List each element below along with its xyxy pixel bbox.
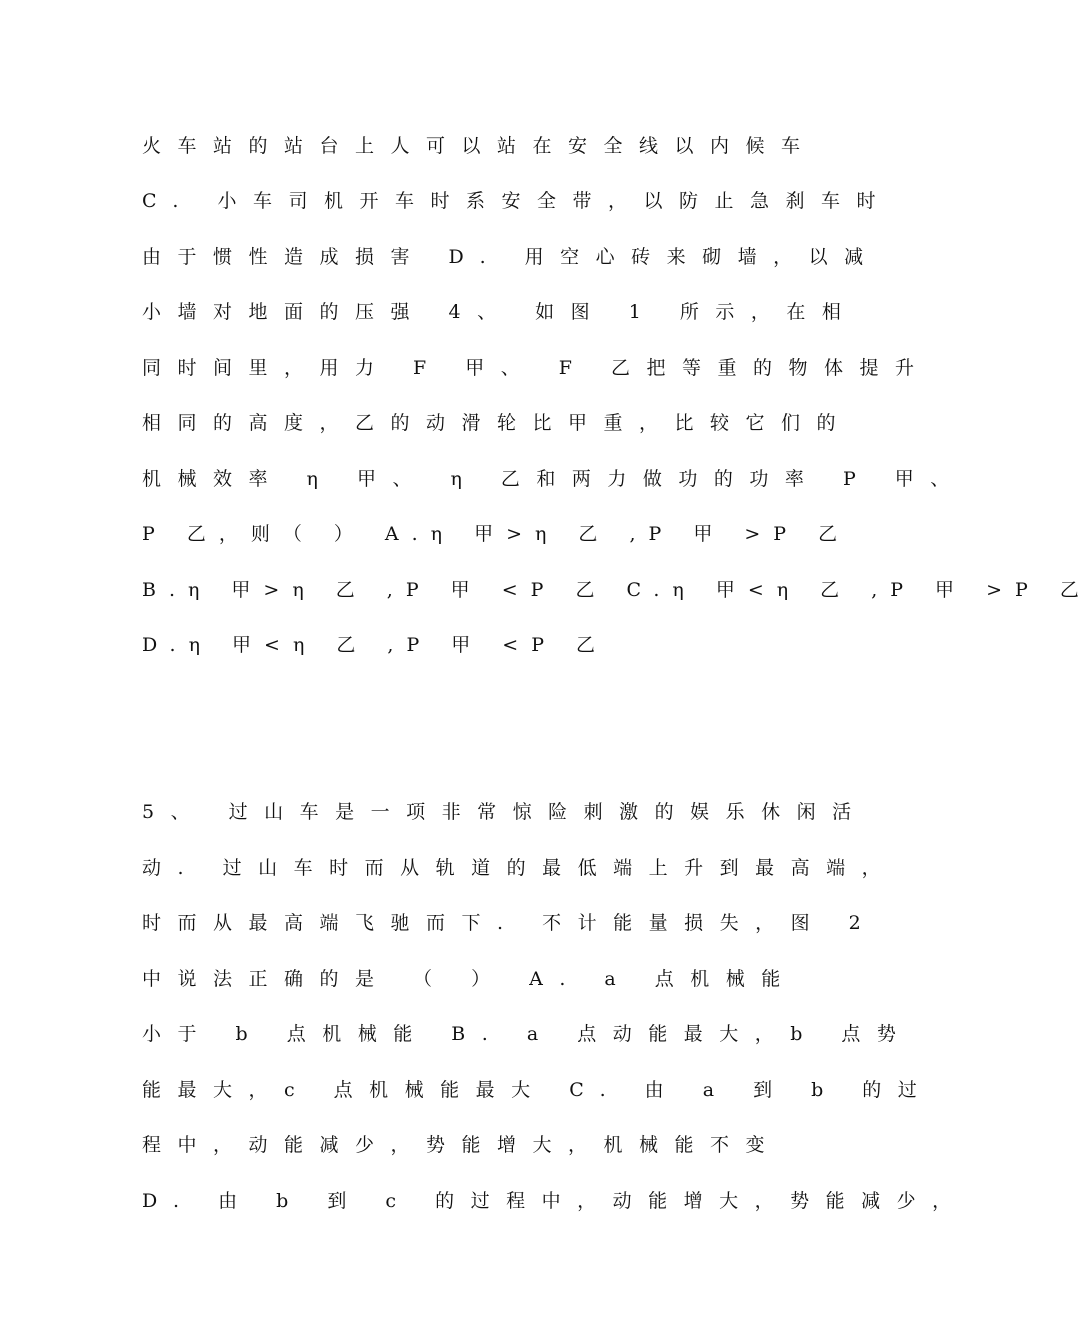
text-line: P 乙，则（ ） A.η 甲>η 乙 ,P 甲 >P 乙 (142, 523, 851, 545)
text-line: 小墙对地面的压强 4、 如图 1 所示，在相 (142, 301, 858, 323)
text-line: 动. 过山车时而从轨道的最低端上升到最高端， (142, 857, 898, 879)
text-line: D.η 甲<η 乙 ,P 甲 <P 乙 (142, 634, 609, 656)
text-line: 5、 过山车是一项非常惊险刺激的娱乐休闲活 (142, 801, 868, 823)
text-line: 小于 b 点机械能 B. a 点动能最大，b 点势 (142, 1023, 913, 1045)
text-line: 中说法正确的是 （ ） A. a 点机械能 (142, 968, 797, 990)
text-line: 相同的高度，乙的动滑轮比甲重，比较它们的 (142, 412, 853, 434)
text-line: 能最大，c 点机械能最大 C. 由 a 到 b 的过 (142, 1079, 934, 1101)
text-line: B.η 甲>η 乙 ,P 甲 <P 乙 C.η 甲<η 乙 ,P 甲 >P 乙 (142, 579, 1092, 601)
text-line: 同时间里，用力 F 甲、 F 乙把等重的物体提升 (142, 357, 931, 379)
text-line: 火车站的站台上人可以站在安全线以内候车 (142, 135, 817, 157)
text-line: 机械效率 η 甲、 η 乙和两力做功的功率 P 甲、 (142, 468, 966, 490)
text-line: 程中，动能减少，势能增大，机械能不变 (142, 1134, 782, 1156)
text-line: 时而从最高端飞驰而下. 不计能量损失，图 2 (142, 912, 878, 934)
text-line: 由于惯性造成损害 D. 用空心砖来砌墙，以减 (142, 246, 880, 268)
text-line: D. 由 b 到 c 的过程中，动能增大，势能减少， (142, 1190, 968, 1212)
text-line: C. 小车司机开车时系安全带，以防止急刹车时 (142, 190, 892, 212)
